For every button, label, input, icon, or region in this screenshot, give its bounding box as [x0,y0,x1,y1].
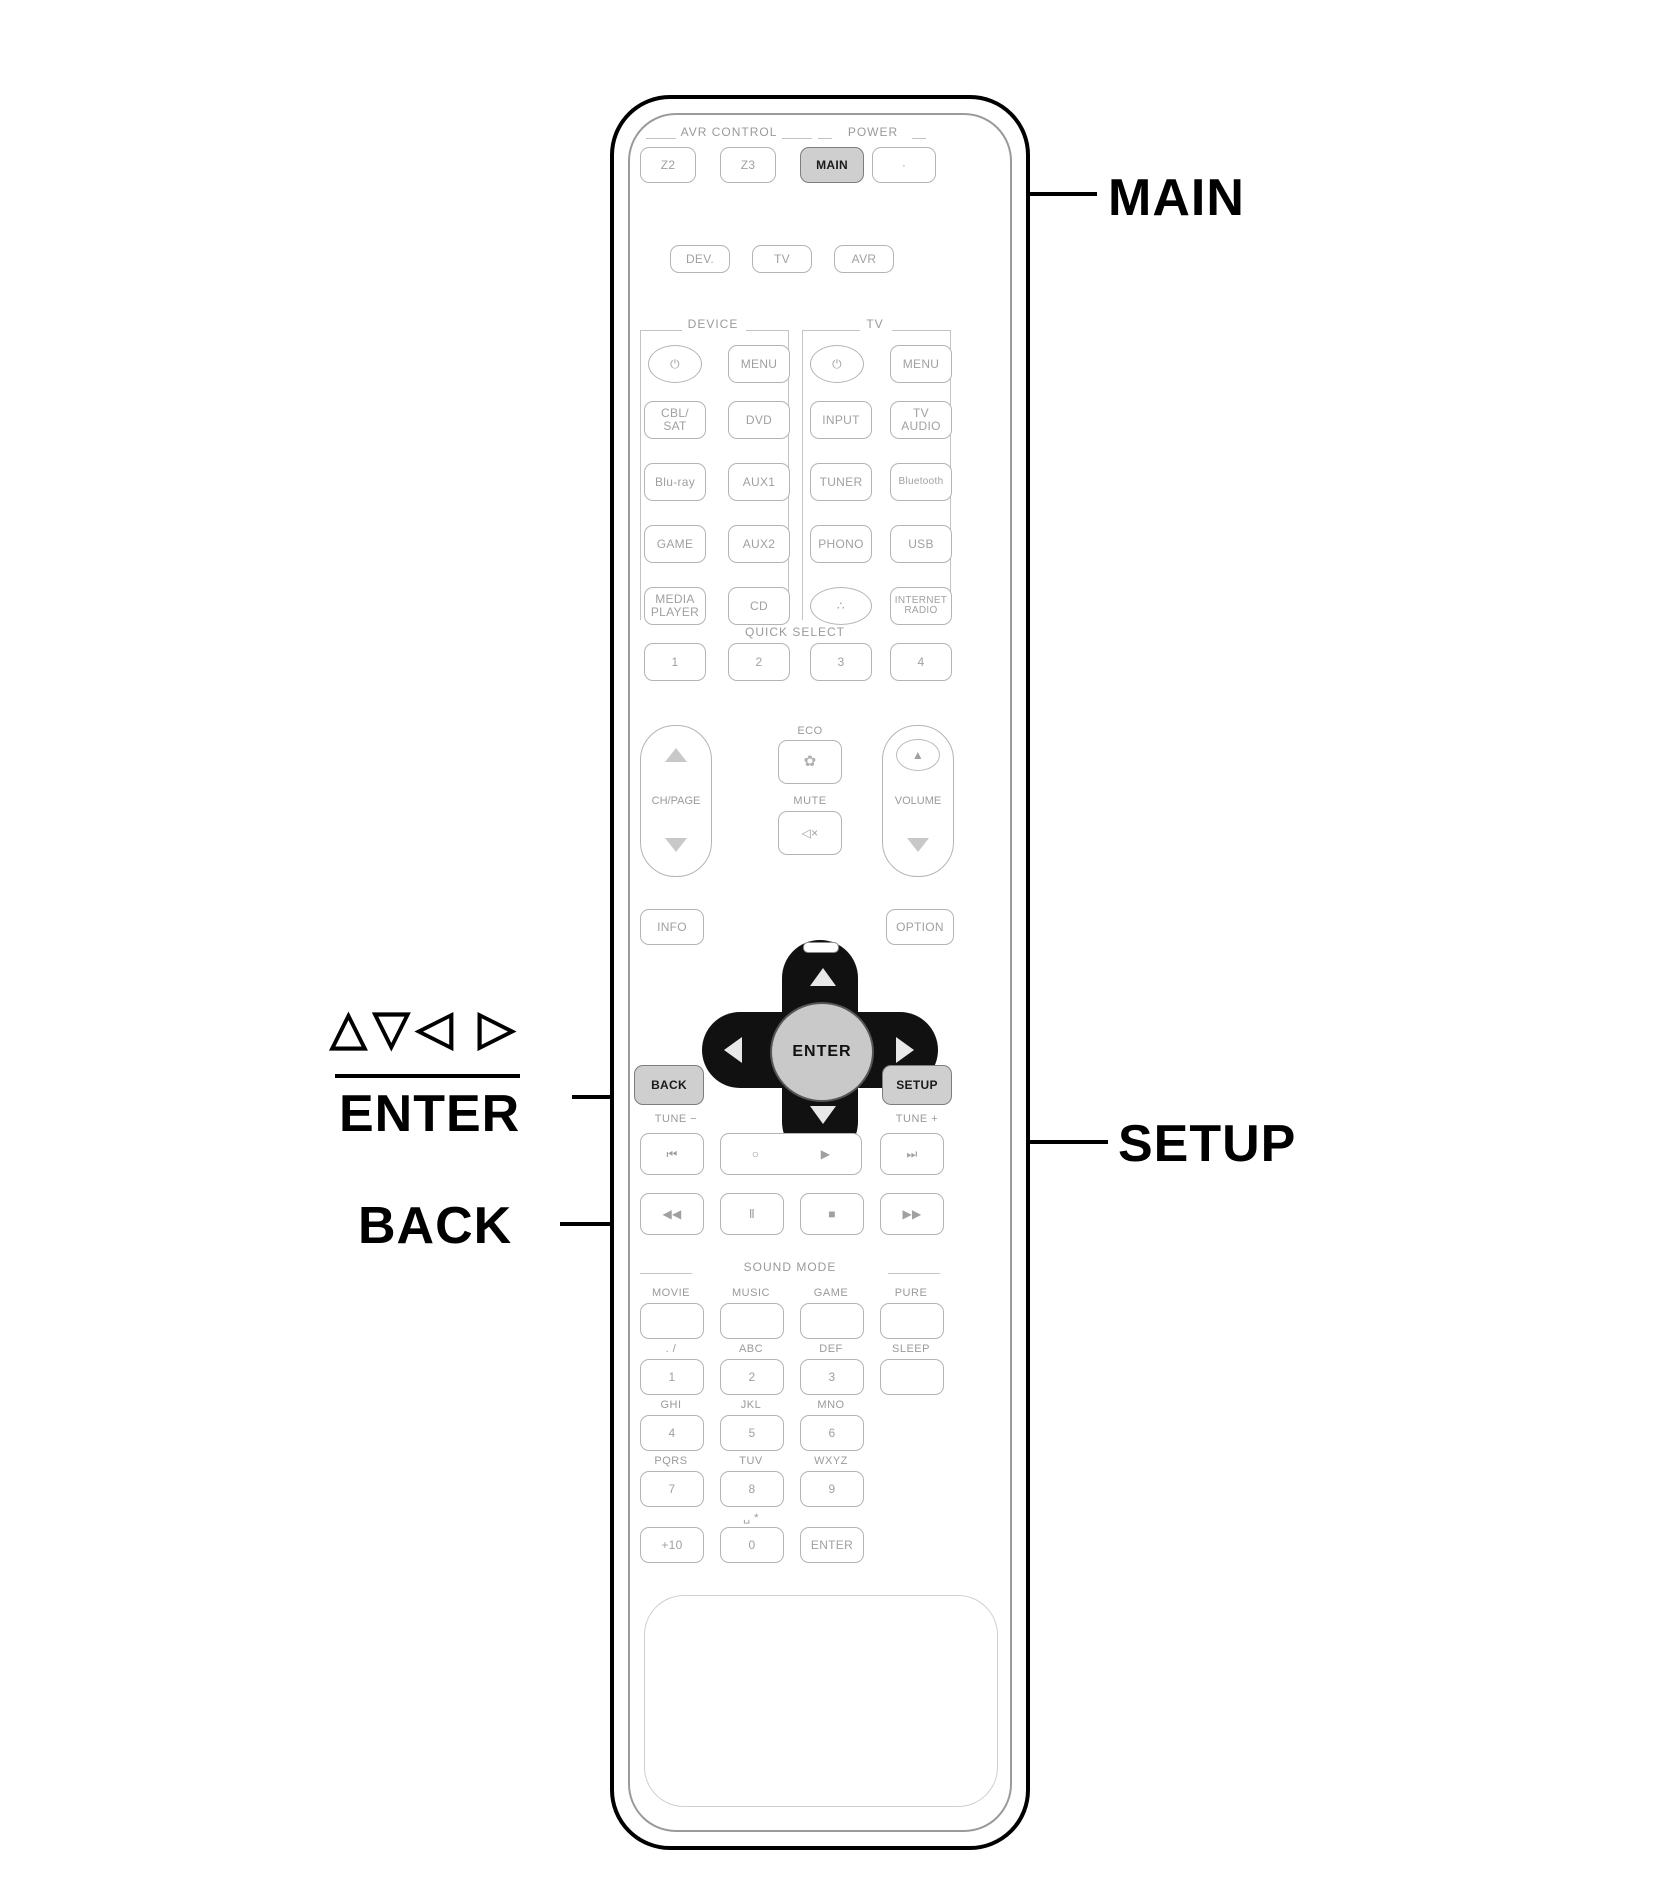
key-4-button[interactable]: 4 [640,1415,704,1451]
chevron-down-icon [665,838,687,852]
skip-next-button[interactable]: ⏭ [880,1133,944,1175]
volume-label: VOLUME [894,795,942,807]
device-power-icon-button[interactable]: ⏻ [648,345,702,383]
tune-plus-label: TUNE + [895,1113,939,1125]
callout-label-arrow-keys: △▽◁ ▷ [330,1002,521,1055]
keypad-enter-button[interactable]: ENTER [800,1527,864,1563]
callout-label-enter: ENTER [335,1074,520,1144]
key-5-button[interactable]: 5 [720,1415,784,1451]
key6-letters: MNO [817,1399,845,1411]
group-border-device-left [640,330,641,620]
cursor-dpad[interactable] [702,940,938,1160]
usb-button[interactable]: USB [890,525,952,563]
eco-button[interactable] [778,740,842,784]
leaf-icon: ✿ [803,753,817,771]
group-label-quick-select: QUICK SELECT [744,625,846,639]
sleep-button[interactable] [880,1359,944,1395]
key-1-button[interactable]: 1 [640,1359,704,1395]
tv-menu-button[interactable]: MENU [890,345,952,383]
key4-letters: GHI [660,1399,682,1411]
rewind-button[interactable]: ◀◀ [640,1193,704,1235]
chevron-up-icon [665,748,687,762]
phono-button[interactable]: PHONO [810,525,872,563]
group-rule-power-left [818,138,832,139]
option-button[interactable]: OPTION [886,909,954,945]
movie-button[interactable] [640,1303,704,1339]
quick-select-2-button[interactable]: 2 [728,643,790,681]
group-label-power: POWER [847,125,899,139]
pure-label: PURE [894,1287,928,1299]
tuner-button[interactable]: TUNER [810,463,872,501]
media-player-label-line1: MEDIA [655,592,695,607]
key-3-button[interactable]: 3 [800,1359,864,1395]
play-icon: ▶ [820,1146,831,1161]
sleep-label: SLEEP [892,1343,930,1355]
setup-button[interactable]: SETUP [882,1065,952,1105]
input-button[interactable]: INPUT [810,401,872,439]
cursor-right-icon[interactable] [896,1037,914,1063]
key1-letters: . / [665,1343,677,1355]
ch-page-label: CH/PAGE [651,795,701,807]
cursor-left-icon[interactable] [724,1037,742,1063]
movie-label: MOVIE [652,1287,690,1299]
back-button[interactable]: BACK [634,1065,704,1105]
cbl-sat-label-line1: CBL/ [661,406,689,421]
heos-icon-button[interactable]: ∴ [810,587,872,625]
device-menu-button[interactable]: MENU [728,345,790,383]
music-button[interactable] [720,1303,784,1339]
media-player-label-line2: PLAYER [650,605,700,619]
bluetooth-button[interactable]: Bluetooth [890,463,952,501]
power-button[interactable]: · [872,147,936,183]
quick-select-4-button[interactable]: 4 [890,643,952,681]
cbl-sat-label-line2: SAT [663,419,687,433]
avr-mode-button[interactable]: AVR [834,245,894,273]
callout-label-back: BACK [358,1197,513,1255]
group-rule-tv-right [892,330,950,331]
tv-audio-label-line1: TV [913,406,929,421]
volume-up-icon[interactable]: ▲ [896,739,940,771]
skip-previous-button[interactable]: ⏮ [640,1133,704,1175]
group-rule-device-right [746,330,788,331]
quick-select-1-button[interactable]: 1 [644,643,706,681]
quick-select-3-button[interactable]: 3 [810,643,872,681]
cbl-sat-button[interactable] [644,401,706,439]
key-6-button[interactable]: 6 [800,1415,864,1451]
tv-audio-label-line2: AUDIO [901,419,941,433]
group-border-tv-left [802,330,803,620]
volume-down-icon [907,838,929,852]
group-rule-avr-left [646,138,676,139]
cursor-up-icon[interactable] [810,968,836,986]
internet-radio-label-line1: INTERNET [894,594,948,606]
mute-button[interactable]: ◁× [778,811,842,855]
tv-power-icon-button[interactable]: ⏻ [810,345,864,383]
internet-radio-label-line2: RADIO [904,605,938,616]
callout-label-setup: SETUP [1118,1115,1297,1173]
group-rule-power-right [912,138,926,139]
group-label-tv: TV [866,317,884,331]
info-button[interactable]: INFO [640,909,704,945]
key5-letters: JKL [740,1399,762,1411]
zone2-button[interactable]: Z2 [640,147,696,183]
music-label: MUSIC [732,1287,770,1299]
game-mode-button[interactable] [800,1303,864,1339]
aux1-button[interactable]: AUX1 [728,463,790,501]
group-rule-sound-right [888,1273,940,1274]
key-8-button[interactable]: 8 [720,1471,784,1507]
channel-page-rocker[interactable] [640,725,712,877]
group-label-device: DEVICE [687,317,739,331]
key0-letters: ␣ * [743,1512,759,1524]
key-0-button[interactable]: 0 [720,1527,784,1563]
key8-letters: TUV [739,1455,763,1467]
record-play-button[interactable] [720,1133,862,1175]
plus-ten-button[interactable]: +10 [640,1527,704,1563]
fast-forward-button[interactable]: ▶▶ [880,1193,944,1235]
key2-letters: ABC [738,1343,764,1355]
dpad-top-nub [803,942,839,953]
stop-button[interactable]: ■ [800,1193,864,1235]
group-label-sound-mode: SOUND MODE [743,1260,837,1274]
game-mode-label: GAME [813,1287,849,1299]
tv-mode-button[interactable]: TV [752,245,812,273]
pure-button[interactable] [880,1303,944,1339]
battery-cover-seam [644,1595,998,1807]
volume-rocker[interactable] [882,725,954,877]
cursor-down-icon[interactable] [810,1106,836,1124]
group-rule-tv-left [802,330,860,331]
dvd-button[interactable]: DVD [728,401,790,439]
callout-label-main: MAIN [1108,169,1245,227]
internet-radio-button[interactable] [890,587,952,625]
cd-button[interactable]: CD [728,587,790,625]
group-rule-avr-right [782,138,812,139]
game-source-button[interactable]: GAME [644,525,706,563]
zone3-button[interactable]: Z3 [720,147,776,183]
key3-letters: DEF [819,1343,843,1355]
tune-minus-label: TUNE − [654,1113,698,1125]
key9-letters: WXYZ [814,1455,848,1467]
key7-letters: PQRS [654,1455,688,1467]
main-zone-button[interactable]: MAIN [800,147,864,183]
enter-button[interactable]: ENTER [770,1002,874,1102]
key-9-button[interactable]: 9 [800,1471,864,1507]
remote-control-illustration [610,95,1030,1850]
group-label-avr-control: AVR CONTROL [680,125,778,139]
record-icon: ○ [751,1146,760,1161]
mute-label: MUTE [793,795,827,807]
aux2-button[interactable]: AUX2 [728,525,790,563]
pause-button[interactable]: Ⅱ [720,1193,784,1235]
group-rule-device-left [640,330,682,331]
group-rule-sound-left [640,1273,692,1274]
key-7-button[interactable]: 7 [640,1471,704,1507]
eco-label: ECO [797,725,823,737]
tv-audio-button[interactable] [890,401,952,439]
blu-ray-button[interactable]: Blu-ray [644,463,706,501]
media-player-button[interactable] [644,587,706,625]
device-mode-button[interactable]: DEV. [670,245,730,273]
key-2-button[interactable]: 2 [720,1359,784,1395]
